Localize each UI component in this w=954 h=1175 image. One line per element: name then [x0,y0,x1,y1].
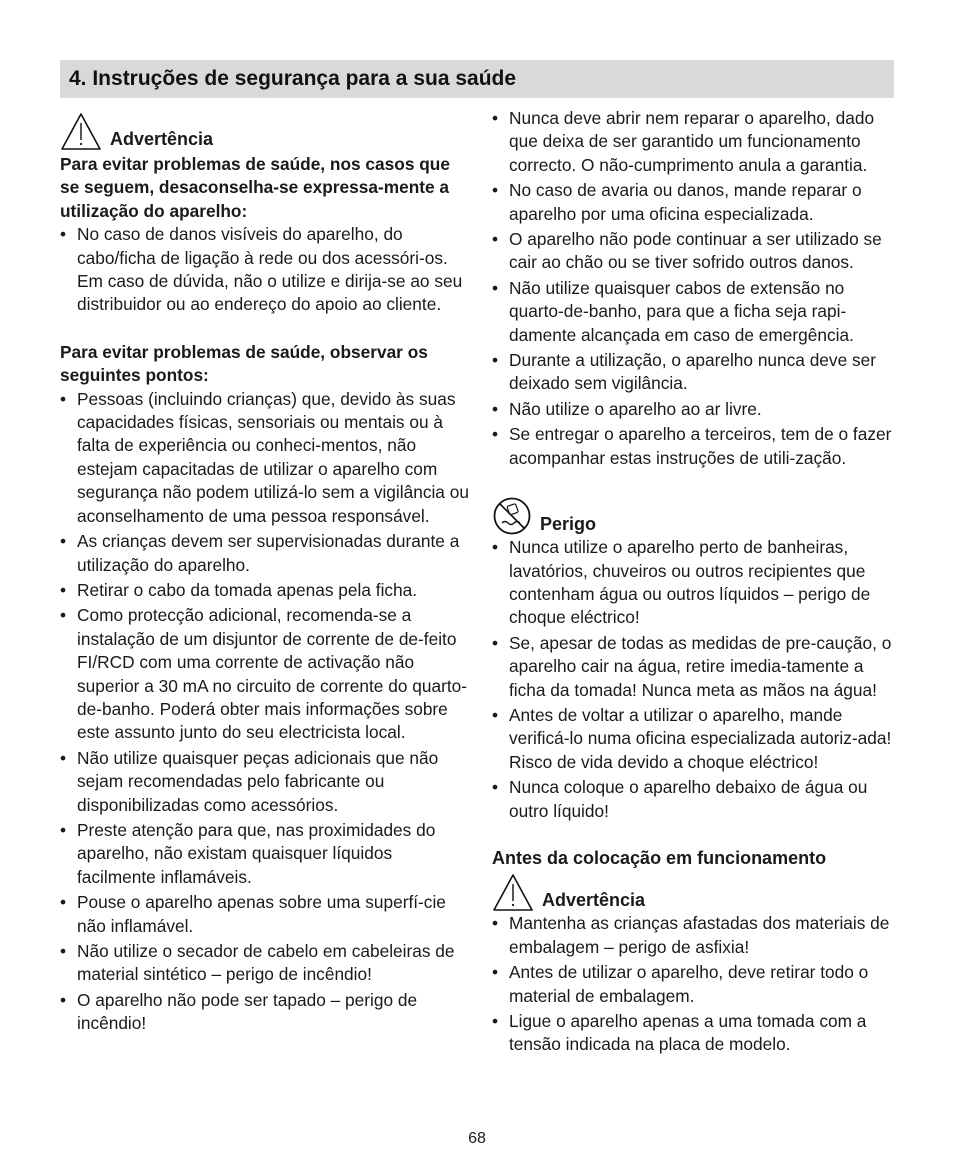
list-item: • Se entregar o aparelho a terceiros, tem de o fazer acompanhar estas instruções de utili-zação. [492,423,902,470]
bullet-list-4 [492,536,902,823]
warning-heading-2 [492,872,902,912]
left-column [60,107,470,1038]
warning-triangle-icon [60,111,102,151]
list-item: • Nunca utilize o aparelho perto de banheiras, lavatórios, chuveiros ou outros recipientes que contenham água ou outros líquidos – perigo de choque eléctrico! [492,536,902,630]
bullet-list-2 [60,388,470,1036]
list-item: • Durante a utilização, o aparelho nunca deve ser deixado sem vigilância. [492,349,902,396]
section-heading-bar [60,60,894,98]
list-item: • Como protecção adicional, recomenda-se a instalação de um disjuntor de corrente de de-feito FI/RCD com uma corrente de activação não superior a 30 mA no circuito de corrente do quarto-de-banho. Poderá obter mais informações sobre este assunto junto do seu electricista local. [60,604,470,744]
list-item: • Retirar o cabo da tomada apenas pela ficha. [60,579,470,602]
list-item: • Antes de utilizar o aparelho, deve retirar todo o material de embalagem. [492,961,902,1008]
intro-paragraph-1: Para evitar problemas de saúde, nos casos que se seguem, desaconselha-se expressa-mente a utilização do aparelho: [60,154,450,221]
no-water-icon [492,496,532,536]
right-column [492,107,902,1059]
intro-paragraph-2: Para evitar problemas de saúde, observar os seguintes pontos: [60,341,428,386]
list-item: • Não utilize quaisquer cabos de extensão no quarto-de-banho, para que a ficha seja rapi-damente alcançada em caso de emergência. [492,277,902,347]
list-item: • Nunca coloque o aparelho debaixo de água ou outro líquido! [492,776,902,823]
list-item: • Nunca deve abrir nem reparar o aparelho, dado que deixa de ser garantido um funcionamento correcto. O não-cumprimento anula a garantia. [492,107,902,177]
list-item: • Pouse o aparelho apenas sobre uma superfí-cie não inflamável. [60,891,470,938]
bullet-list-3 [492,107,902,470]
list-item: • Não utilize o secador de cabelo em cabeleiras de material sintético – perigo de incêndio! [60,940,470,987]
list-item: • No caso de danos visíveis do aparelho, do cabo/ficha de ligação à rede ou dos acessóri-os. Em caso de dúvida, não o utilize e dirija-se ao seu distribuidor ou ao endereço do apoio ao cliente. [60,223,470,317]
warning-heading-label: Advertência [542,889,646,910]
list-item: • Antes de voltar a utilizar o aparelho, mande verificá-lo numa oficina especializada autoriz-ada! Risco de vida devido a choque eléctrico! [492,704,902,774]
list-item: • No caso de avaria ou danos, mande reparar o aparelho por uma oficina especializada. [492,179,902,226]
list-item: • O aparelho não pode continuar a ser utilizado se cair ao chão ou se tiver sofrido outros danos. [492,228,902,275]
bullet-list-1 [60,223,470,317]
list-item: • Pessoas (incluindo crianças) que, devido às suas capacidades físicas, sensoriais ou mentais ou à falta de experiência ou conheci-mentos, não estejam capacitadas de utilizar o aparelho com segurança não podem utilizá-lo sem a vigilância ou aconselhamento de uma pessoa responsável. [60,388,470,528]
list-item: • As crianças devem ser supervisionadas durante a utilização do aparelho. [60,530,470,577]
subheading: Antes da colocação em funcionamento [492,847,827,868]
list-item: • Preste atenção para que, nas proximidades do aparelho, não existam quaisquer líquidos facilmente inflamáveis. [60,819,470,889]
list-item: • O aparelho não pode ser tapado – perigo de incêndio! [60,989,470,1036]
page-title: 4. Instruções de segurança para a sua saúde [69,67,517,90]
warning-heading-label: Advertência [110,128,214,149]
list-item: • Mantenha as crianças afastadas dos materiais de embalagem – perigo de asfixia! [492,912,902,959]
page-number: 68 [468,1130,486,1147]
warning-heading [60,111,470,151]
list-item: • Ligue o aparelho apenas a uma tomada com a tensão indicada na placa de modelo. [492,1010,902,1057]
danger-heading [492,496,902,536]
list-item: • Não utilize o aparelho ao ar livre. [492,398,902,421]
list-item: • Não utilize quaisquer peças adicionais que não sejam recomendadas pelo fabricante ou disponibilizadas como acessórios. [60,747,470,817]
bullet-list-5 [492,912,902,1056]
list-item: • Se, apesar de todas as medidas de pre-caução, o aparelho cair na água, retire imedia-tamente a ficha da tomada! Nunca meta as mãos na água! [492,632,902,702]
warning-triangle-icon [492,872,534,912]
danger-heading-label: Perigo [540,513,597,534]
